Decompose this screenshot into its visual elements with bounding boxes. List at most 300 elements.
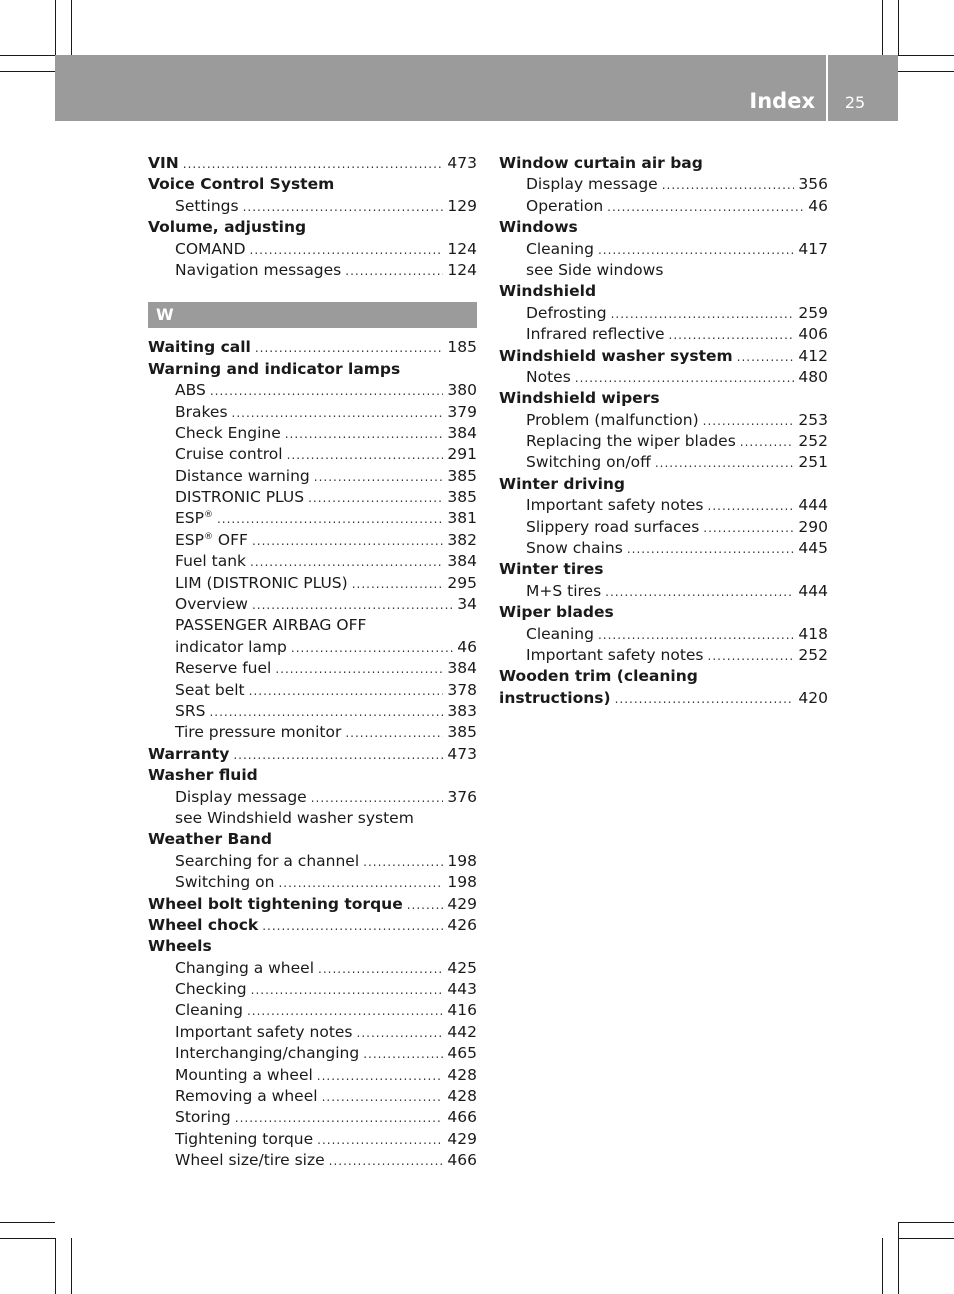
page-reference[interactable]: 416	[447, 1001, 477, 1020]
entry-label-text: Wheel size/tire size	[175, 1151, 325, 1170]
page-reference[interactable]: 385	[447, 466, 477, 485]
page-reference[interactable]: 445	[798, 539, 828, 558]
page-reference[interactable]: 124	[447, 260, 477, 279]
dot-leader	[278, 873, 443, 894]
index-entry	[499, 324, 828, 345]
index-entry-label	[526, 431, 736, 452]
dot-leader	[243, 197, 444, 218]
entry-label-text: Problem (malfunction)	[526, 410, 699, 429]
entry-label-text: Distance warning	[175, 466, 310, 485]
entry-label-text: Changing a wheel	[175, 958, 315, 977]
index-entry-label	[148, 829, 272, 850]
entry-label-text: Seat belt	[175, 680, 245, 699]
dot-leader	[627, 539, 795, 560]
dot-leader	[737, 347, 795, 368]
crop-mark	[0, 1222, 55, 1223]
index-list-right	[499, 153, 828, 709]
page-reference[interactable]: 382	[447, 530, 477, 549]
entry-label-suffix: OFF	[212, 530, 248, 549]
crop-mark	[882, 1238, 883, 1294]
dot-leader	[314, 467, 444, 488]
dot-leader	[352, 574, 444, 595]
page-reference[interactable]: 443	[447, 980, 477, 999]
crop-mark	[898, 0, 899, 55]
dot-leader	[598, 240, 794, 261]
index-entry-label	[175, 637, 287, 658]
index-entry	[148, 466, 477, 487]
index-entry	[499, 688, 828, 709]
index-entry	[148, 851, 477, 872]
index-entry-label	[175, 1043, 359, 1064]
index-entry-label	[175, 680, 245, 701]
dot-leader	[322, 1087, 444, 1108]
index-entry-label	[499, 559, 604, 580]
entry-label-text: Warranty	[148, 744, 230, 763]
index-entry	[148, 196, 477, 217]
page-reference[interactable]: 295	[447, 573, 477, 592]
index-entry	[148, 979, 477, 1000]
dot-leader	[217, 509, 443, 530]
index-entry	[148, 958, 477, 979]
page-reference[interactable]: 425	[447, 958, 477, 977]
index-entry-label	[526, 196, 603, 217]
index-entry	[148, 701, 477, 722]
crop-mark	[55, 0, 56, 55]
index-entry-label	[526, 303, 607, 324]
index-entry-label	[499, 388, 660, 409]
dot-leader	[235, 1108, 444, 1129]
index-entry-label	[175, 444, 283, 465]
registered-mark: ®	[203, 510, 213, 521]
index-entry	[148, 1086, 477, 1107]
dot-leader	[249, 681, 444, 702]
entry-label-text: PASSENGER AIRBAG OFF	[175, 616, 367, 635]
index-entry-label	[175, 1022, 353, 1043]
dot-leader	[708, 496, 795, 517]
entry-label-text: Windshield	[499, 282, 597, 301]
index-entry	[148, 765, 477, 786]
dot-leader	[655, 453, 795, 474]
entry-label-text: Removing a wheel	[175, 1087, 318, 1106]
index-entry	[148, 337, 477, 358]
dot-leader	[250, 240, 444, 261]
page-reference[interactable]: 473	[447, 154, 477, 172]
entry-label-text: see Windshield washer system	[175, 808, 414, 827]
crop-mark	[0, 71, 55, 72]
page-reference[interactable]: 380	[447, 381, 477, 400]
page-reference[interactable]: 46	[457, 637, 477, 656]
page-reference[interactable]: 385	[447, 723, 477, 742]
entry-label-text: Fuel tank	[175, 552, 247, 571]
index-entry	[499, 431, 828, 452]
page-reference[interactable]: 384	[447, 659, 477, 678]
dot-leader	[615, 689, 795, 710]
index-entry	[148, 423, 477, 444]
page-reference[interactable]: 466	[447, 1108, 477, 1127]
index-entry	[148, 1150, 477, 1171]
index-entry	[499, 666, 828, 687]
dot-leader	[329, 1151, 444, 1172]
index-entry-label	[499, 217, 578, 238]
crop-mark	[898, 1222, 899, 1294]
index-entry-label	[175, 1129, 313, 1150]
index-entry-label	[526, 495, 704, 516]
page-number: 25	[844, 93, 866, 112]
index-entry	[499, 624, 828, 645]
entry-label-text: Checking	[175, 980, 247, 999]
page-reference[interactable]: 124	[447, 239, 477, 258]
index-entry	[499, 474, 828, 495]
dot-leader	[251, 980, 444, 1001]
index-entry	[148, 637, 477, 658]
entry-label-text: Washer fluid	[148, 766, 258, 785]
page-reference[interactable]: 418	[798, 624, 828, 643]
page-reference[interactable]: 252	[798, 432, 828, 451]
page-reference[interactable]: 46	[808, 196, 828, 215]
entry-label-text: Warning and indicator lamps	[148, 359, 401, 378]
index-entry-label	[148, 153, 179, 174]
index-entry-label	[175, 872, 274, 893]
index-entry-label	[175, 658, 271, 679]
page-reference[interactable]: 356	[798, 175, 828, 194]
page-reference[interactable]: 444	[798, 496, 828, 515]
index-entry	[499, 495, 828, 516]
dot-leader	[247, 1001, 443, 1022]
index-entry-label	[175, 979, 247, 1000]
index-entry	[499, 581, 828, 602]
index-entry	[499, 174, 828, 195]
entry-label-text: Brakes	[175, 402, 228, 421]
index-entry	[499, 260, 828, 281]
crop-mark	[898, 1238, 954, 1239]
index-entry	[499, 196, 828, 217]
index-entry	[148, 744, 477, 765]
dot-leader	[598, 625, 794, 646]
entry-label-text: Reserve fuel	[175, 659, 272, 678]
index-entry-label	[499, 346, 733, 367]
page-reference[interactable]: 429	[447, 1129, 477, 1148]
index-entry	[148, 722, 477, 743]
page-reference[interactable]: 253	[798, 410, 828, 429]
index-entry	[148, 530, 477, 551]
index-entry	[499, 410, 828, 431]
index-entry-label	[175, 1000, 243, 1021]
entry-label-text: Switching on	[175, 873, 275, 892]
dot-leader	[183, 154, 444, 175]
entry-label-text: Window curtain air bag	[499, 154, 703, 172]
page-reference[interactable]: 473	[447, 744, 477, 763]
index-entry-label	[175, 239, 246, 260]
index-entry	[148, 239, 477, 260]
index-entry	[148, 1022, 477, 1043]
dot-leader	[232, 403, 444, 424]
entry-label-text: Defrosting	[526, 303, 607, 322]
index-entry	[499, 388, 828, 409]
index-entry-label	[175, 808, 414, 829]
index-entry-label	[148, 936, 212, 957]
index-entry-label	[499, 281, 596, 302]
page-reference[interactable]: 185	[447, 338, 477, 357]
index-entry	[148, 380, 477, 401]
entry-label-text: Voice Control System	[148, 175, 335, 194]
dot-leader	[708, 646, 795, 667]
entry-label-text: Replacing the wiper blades	[526, 432, 736, 451]
dot-leader	[318, 959, 443, 980]
crop-mark	[898, 71, 954, 72]
page-reference[interactable]: 480	[798, 367, 828, 386]
index-entry-label	[175, 594, 248, 615]
page-reference[interactable]: 290	[798, 517, 828, 536]
entry-label-text: Weather Band	[148, 830, 272, 849]
entry-label-text: Settings	[175, 196, 239, 215]
entry-label-text: Wheel bolt tightening torque	[148, 894, 403, 913]
page-reference[interactable]: 466	[447, 1151, 477, 1170]
index-entry	[499, 153, 828, 174]
entry-label-text: Wooden trim (cleaning	[499, 667, 698, 686]
index-entry-label	[175, 508, 213, 529]
page-reference[interactable]: 444	[798, 581, 828, 600]
index-entry	[148, 1065, 477, 1086]
index-list-top	[148, 153, 477, 281]
page-reference[interactable]: 417	[798, 239, 828, 258]
entry-label-text: Cleaning	[526, 624, 594, 643]
page-reference[interactable]: 428	[447, 1065, 477, 1084]
index-entry-label	[175, 787, 307, 808]
crop-mark	[71, 0, 72, 55]
entry-label-text: Searching for a channel	[175, 851, 360, 870]
index-entry	[499, 303, 828, 324]
entry-label-text: Mounting a wheel	[175, 1065, 313, 1084]
index-entry-label	[175, 402, 228, 423]
index-entry-label	[526, 410, 699, 431]
index-entry-label	[148, 337, 251, 358]
dot-leader	[703, 411, 795, 432]
page-reference[interactable]: 383	[447, 701, 477, 720]
page-reference[interactable]: 198	[447, 851, 477, 870]
index-entry-label	[175, 1107, 231, 1128]
index-entry	[148, 915, 477, 936]
dot-leader	[285, 424, 444, 445]
entry-label-text: Interchanging/changing	[175, 1044, 360, 1063]
entry-label-text: Volume, adjusting	[148, 218, 307, 237]
entry-label-text: Waiting call	[148, 338, 251, 357]
dot-leader	[209, 702, 443, 723]
index-entry-label	[499, 474, 625, 495]
dot-leader	[252, 595, 453, 616]
index-entry	[148, 787, 477, 808]
page-reference[interactable]: 428	[447, 1087, 477, 1106]
index-entry-label	[148, 217, 306, 238]
page-reference[interactable]: 379	[447, 402, 477, 421]
index-entry-label	[526, 581, 601, 602]
index-entry	[148, 551, 477, 572]
index-entry	[499, 452, 828, 473]
entry-label-text: Tire pressure monitor	[175, 723, 342, 742]
entry-label-text: Wiper blades	[499, 603, 614, 622]
page-reference[interactable]: 420	[798, 688, 828, 707]
entry-label-text: Notes	[526, 367, 571, 386]
index-entry-label	[175, 701, 205, 722]
index-entry-label	[175, 551, 246, 572]
page-reference[interactable]: 406	[798, 325, 828, 344]
index-entry-label	[175, 958, 314, 979]
entry-label-text: ESP	[175, 509, 204, 528]
entry-label-text: Cleaning	[175, 1001, 243, 1020]
index-entry	[499, 367, 828, 388]
entry-label-text: M+S tires	[526, 581, 602, 600]
index-entry	[499, 217, 828, 238]
index-entry-label	[526, 538, 623, 559]
index-entry-label	[175, 466, 310, 487]
dot-leader	[287, 445, 444, 466]
index-entry	[148, 594, 477, 615]
entry-label-text: Switching on/off	[526, 453, 651, 472]
entry-label-text: Important safety notes	[526, 645, 704, 664]
page-reference[interactable]: 129	[447, 196, 477, 215]
page-reference[interactable]: 259	[798, 303, 828, 322]
entry-label-text: LIM (DISTRONIC PLUS)	[175, 573, 348, 592]
index-entry-label	[175, 615, 366, 636]
entry-label-text: Check Engine	[175, 423, 281, 442]
index-entry	[148, 615, 477, 636]
entry-label-text: Operation	[526, 196, 604, 215]
index-entry	[148, 217, 477, 238]
index-entry-label	[499, 602, 614, 623]
index-entry	[499, 538, 828, 559]
dot-leader	[575, 368, 795, 389]
index-entry	[148, 680, 477, 701]
entry-label-text: Tightening torque	[175, 1129, 314, 1148]
entry-label-text: Important safety notes	[526, 496, 704, 515]
crop-mark	[898, 1222, 954, 1223]
dot-leader	[662, 175, 795, 196]
entry-label-text: Cleaning	[526, 239, 594, 258]
index-entry-label	[175, 1065, 313, 1086]
dot-leader	[275, 659, 443, 680]
header-divider	[826, 55, 828, 121]
dot-leader	[363, 852, 443, 873]
page-reference[interactable]: 385	[447, 488, 477, 507]
entry-label-text: COMAND	[175, 239, 246, 258]
index-entry	[148, 1000, 477, 1021]
index-entry-label	[175, 1150, 325, 1171]
index-entry	[148, 487, 477, 508]
index-entry	[148, 1129, 477, 1150]
crop-mark	[71, 1238, 72, 1294]
index-entry	[499, 239, 828, 260]
entry-label-text: Windows	[499, 218, 578, 237]
page-reference[interactable]: 426	[447, 915, 477, 934]
crop-mark	[0, 1238, 55, 1239]
entry-label-text: Windshield washer system	[499, 346, 733, 365]
index-column-left	[148, 153, 477, 1172]
index-entry	[148, 808, 477, 829]
index-entry-label	[175, 573, 348, 594]
entry-label-text: Windshield wipers	[499, 389, 660, 408]
index-entry	[148, 359, 477, 380]
page-reference[interactable]: 378	[447, 680, 477, 699]
index-entry	[148, 402, 477, 423]
page-reference[interactable]: 251	[798, 453, 828, 472]
entry-label-text: ESP	[175, 530, 204, 549]
page-reference[interactable]: 429	[447, 894, 477, 913]
page-reference[interactable]: 252	[798, 645, 828, 664]
index-list-w	[148, 337, 477, 1171]
index-entry-label	[526, 517, 699, 538]
index-entry-label	[526, 624, 594, 645]
index-entry-label	[148, 174, 334, 195]
entry-label-text: Wheels	[148, 937, 212, 956]
index-entry	[148, 260, 477, 281]
index-entry	[499, 559, 828, 580]
page-reference[interactable]: 384	[447, 552, 477, 571]
index-entry-label	[175, 196, 239, 217]
dot-leader	[252, 531, 443, 552]
index-entry	[499, 645, 828, 666]
dot-leader	[345, 723, 443, 744]
index-entry-label	[526, 239, 594, 260]
entry-label-text: Winter driving	[499, 474, 626, 493]
index-entry	[499, 281, 828, 302]
index-entry	[148, 174, 477, 195]
dot-leader	[605, 582, 794, 603]
dot-leader	[308, 488, 443, 509]
index-entry-label	[175, 530, 248, 551]
index-entry-label	[175, 380, 206, 401]
dot-leader	[740, 432, 795, 453]
index-entry-label	[526, 260, 663, 281]
index-entry-label	[526, 367, 571, 388]
dot-leader	[607, 197, 804, 218]
index-entry-label	[175, 851, 359, 872]
index-entry	[148, 153, 477, 174]
index-entry-label	[499, 153, 703, 174]
index-entry	[148, 444, 477, 465]
page-reference[interactable]: 291	[447, 445, 477, 464]
index-entry	[499, 346, 828, 367]
page-reference[interactable]: 384	[447, 423, 477, 442]
page-reference[interactable]: 198	[447, 873, 477, 892]
registered-mark: ®	[203, 531, 213, 542]
index-entry-label	[148, 765, 258, 786]
dot-leader	[363, 1044, 443, 1065]
index-entry-label	[175, 423, 281, 444]
entry-label-text: see Side windows	[526, 260, 664, 279]
page-reference[interactable]: 376	[447, 787, 477, 806]
page-reference[interactable]: 465	[447, 1044, 477, 1063]
index-entry-label	[148, 915, 258, 936]
entry-label-text: SRS	[175, 701, 206, 720]
dot-leader	[255, 338, 444, 359]
entry-label-text: instructions)	[499, 688, 611, 707]
index-entry-label	[499, 666, 698, 687]
entry-label-text: Important safety notes	[175, 1022, 353, 1041]
entry-label-text: Slippery road surfaces	[526, 517, 700, 536]
section-header-w: W	[148, 302, 477, 328]
page-reference[interactable]: 381	[447, 509, 477, 528]
index-entry-label	[175, 487, 304, 508]
page-reference[interactable]: 442	[447, 1022, 477, 1041]
index-entry	[148, 894, 477, 915]
index-entry-label	[175, 1086, 318, 1107]
index-entry-label	[526, 324, 665, 345]
page-reference[interactable]: 412	[798, 346, 828, 365]
dot-leader	[611, 304, 795, 325]
entry-label-text: Winter tires	[499, 560, 604, 579]
dot-leader	[233, 745, 443, 766]
page-reference[interactable]: 34	[457, 595, 477, 614]
dot-leader	[291, 638, 453, 659]
